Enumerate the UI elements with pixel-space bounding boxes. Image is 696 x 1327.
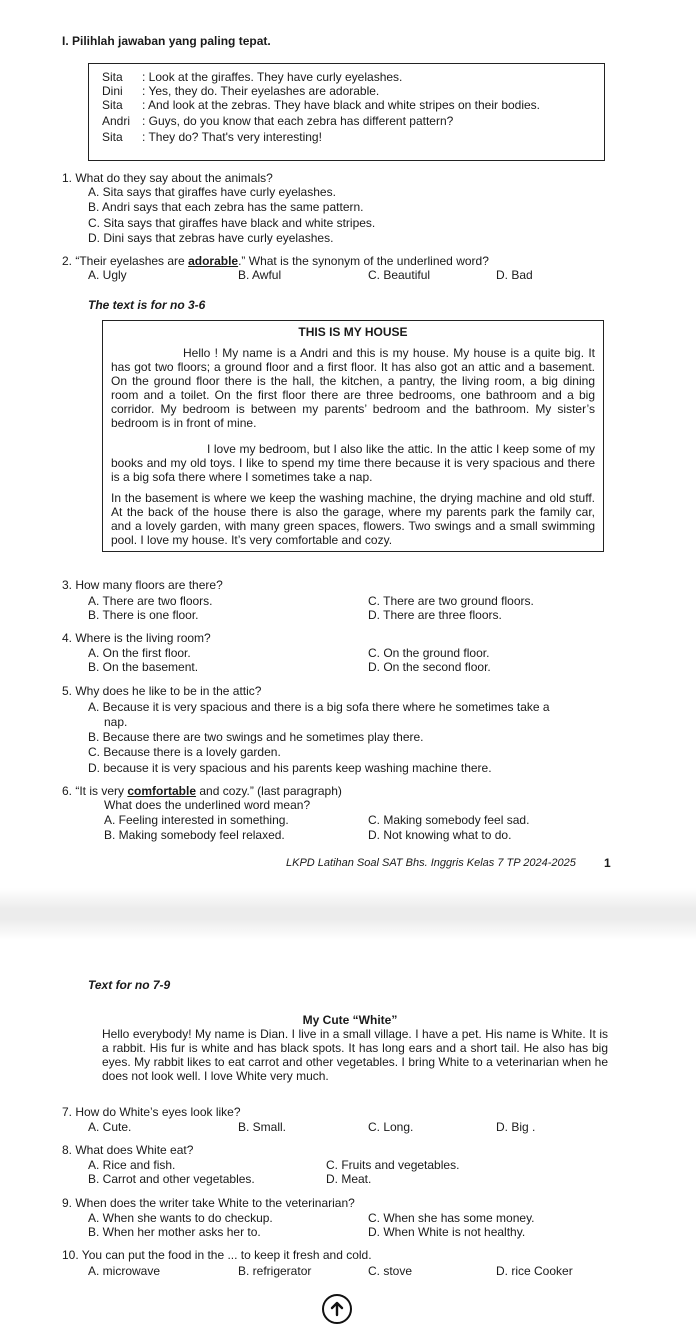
- q10-option-a[interactable]: A. microwave: [88, 1264, 161, 1278]
- question-9-stem: 9. When does the writer take White to the veterinarian?: [62, 1196, 355, 1210]
- line-text: : And look at the zebras. They have black and white stripes on their bodies.: [142, 98, 541, 112]
- q7-option-d[interactable]: D. Big .: [496, 1120, 536, 1134]
- arrow-up-icon: [324, 1296, 350, 1322]
- q10-option-d[interactable]: D. rice Cooker: [496, 1264, 573, 1278]
- passage-title: THIS IS MY HOUSE: [298, 325, 408, 339]
- question-3-stem: 3. How many floors are there?: [62, 578, 223, 592]
- passage-paragraph-1: Hello ! My name is a Andri and this is my house. My house is a quite big. It has got two floors; a ground floor and a first floor. It has also got an attic and a basement. On the ground floor there is the hall, the kitchen, a pantry, the living room, a big dining room and a toilet. On the first floor there are three bedrooms, one bathroom and a big corridor. My bedroom is between my parents’ bedroom and the bathroom. My sister’s bedroom is in front of mine.: [111, 346, 595, 430]
- q10-option-c[interactable]: C. stove: [368, 1264, 413, 1278]
- section-heading: I. Pilihlah jawaban yang paling tepat.: [62, 34, 271, 48]
- underlined-word: comfortable: [127, 784, 197, 798]
- page-footer: LKPD Latihan Soal SAT Bhs. Inggris Kelas 7 TP 2024-2025: [286, 857, 576, 869]
- q4-option-d[interactable]: D. On the second floor.: [368, 660, 491, 674]
- q9-option-a[interactable]: A. When she wants to do checkup.: [88, 1211, 273, 1225]
- speaker: Dini: [102, 84, 123, 98]
- question-1-stem: 1. What do they say about the animals?: [62, 171, 273, 185]
- speaker: Sita: [102, 130, 123, 144]
- stem-text: 6. “It is very: [62, 784, 128, 798]
- passage-title: My Cute “White”: [302, 1013, 398, 1027]
- stem-text: 2. “Their eyelashes are: [62, 254, 189, 268]
- q8-option-d[interactable]: D. Meat.: [326, 1172, 372, 1186]
- question-5-stem: 5. Why does he like to be in the attic?: [62, 684, 262, 698]
- q1-option-a[interactable]: A. Sita says that giraffes have curly eyelashes.: [88, 185, 336, 199]
- q1-option-c[interactable]: C. Sita says that giraffes have black and white stripes.: [88, 216, 376, 230]
- question-10-stem: 10. You can put the food in the ... to keep it fresh and cold.: [62, 1248, 372, 1262]
- q6-option-b[interactable]: B. Making somebody feel relaxed.: [104, 828, 285, 842]
- passage-paragraph-3: In the basement is where we keep the washing machine, the drying machine and old stuff. At the back of the house there is also the garage, where my parents park the family car, and a lovely garden, with many green spaces, flowers. Two swings and a small swimming pool. I love my house. It’s very comfortable and cozy.: [111, 491, 595, 547]
- q7-option-c[interactable]: C. Long.: [368, 1120, 414, 1134]
- q9-option-c[interactable]: C. When she has some money.: [368, 1211, 535, 1225]
- q3-option-a[interactable]: A. There are two floors.: [88, 594, 213, 608]
- q8-option-c[interactable]: C. Fruits and vegetables.: [326, 1158, 460, 1172]
- reading-text-label: The text is for no 3-6: [88, 298, 206, 312]
- q4-option-a[interactable]: A. On the first floor.: [88, 646, 191, 660]
- question-4-stem: 4. Where is the living room?: [62, 631, 211, 645]
- dialogue-box: [88, 63, 605, 161]
- speaker: Sita: [102, 70, 123, 84]
- question-6-stem: [62, 784, 342, 798]
- document-page-2: [0, 940, 696, 1318]
- q1-option-d[interactable]: D. Dini says that zebras have curly eyelashes.: [88, 231, 334, 245]
- line-text: : They do? That's very interesting!: [142, 130, 322, 144]
- q5-option-c[interactable]: C. Because there is a lovely garden.: [88, 745, 281, 759]
- q3-option-d[interactable]: D. There are three floors.: [368, 608, 502, 622]
- reading-passage-box: [102, 320, 604, 552]
- q4-option-b[interactable]: B. On the basement.: [88, 660, 199, 674]
- reading-text-label: Text for no 7-9: [88, 978, 171, 992]
- q9-option-d[interactable]: D. When White is not healthy.: [368, 1225, 526, 1239]
- q8-option-a[interactable]: A. Rice and fish.: [88, 1158, 176, 1172]
- passage-paragraph: Hello everybody! My name is Dian. I live in a small village. I have a pet. His name is White. It is a rabbit. His fur is white and has black spots. It has long ears and a short tail. He also has big eyes. My rabbit likes to eat carrot and other vegetables. I bring White to a veterinarian when he does not look well. I love White very much.: [102, 1027, 608, 1083]
- line-text: : Guys, do you know that each zebra has different pattern?: [142, 114, 454, 128]
- q3-option-b[interactable]: B. There is one floor.: [88, 608, 199, 622]
- line-text: : Look at the giraffes. They have curly eyelashes.: [142, 70, 403, 84]
- q5-option-b[interactable]: B. Because there are two swings and he sometimes play there.: [88, 730, 424, 744]
- q5-option-d[interactable]: D. because it is very spacious and his parents keep washing machine there.: [88, 761, 492, 775]
- q6-option-d[interactable]: D. Not knowing what to do.: [368, 828, 512, 842]
- q3-option-c[interactable]: C. There are two ground floors.: [368, 594, 534, 608]
- line-text: : Yes, they do. Their eyelashes are adorable.: [142, 84, 380, 98]
- q5-option-a-cont[interactable]: nap.: [104, 715, 128, 729]
- q2-option-d[interactable]: D. Bad: [496, 268, 533, 282]
- stem-text: .” What is the synonym of the underlined word?: [238, 254, 489, 268]
- question-8-stem: 8. What does White eat?: [62, 1143, 194, 1157]
- q6-option-a[interactable]: A. Feeling interested in something.: [104, 813, 289, 827]
- speaker: Andri: [102, 114, 131, 128]
- q2-option-a[interactable]: A. Ugly: [88, 268, 127, 282]
- question-6-subquestion: What does the underlined word mean?: [104, 798, 311, 812]
- question-7-stem: 7. How do White’s eyes look like?: [62, 1105, 241, 1119]
- q4-option-c[interactable]: C. On the ground floor.: [368, 646, 490, 660]
- passage-paragraph-2: I love my bedroom, but I also like the attic. In the attic I keep some of my books and my old toys. I like to spend my time there because it is very spacious and there is a big sofa there where I sometimes take a nap.: [111, 442, 595, 484]
- scroll-to-top-button[interactable]: [322, 1294, 352, 1324]
- stem-text: and cozy.” (last paragraph): [196, 784, 342, 798]
- page-separator: [0, 888, 696, 940]
- q6-option-c[interactable]: C. Making somebody feel sad.: [368, 813, 530, 827]
- underlined-word: adorable: [188, 254, 239, 268]
- speaker: Sita: [102, 98, 123, 112]
- q9-option-b[interactable]: B. When her mother asks her to.: [88, 1225, 261, 1239]
- q5-option-a[interactable]: A. Because it is very spacious and there is a big sofa there where he sometimes take a: [88, 700, 550, 714]
- q1-option-b[interactable]: B. Andri says that each zebra has the same pattern.: [88, 200, 364, 214]
- q7-option-a[interactable]: A. Cute.: [88, 1120, 132, 1134]
- page-number: 1: [604, 856, 611, 870]
- question-2-stem: [62, 254, 489, 268]
- q2-option-b[interactable]: B. Awful: [238, 268, 282, 282]
- q7-option-b[interactable]: B. Small.: [238, 1120, 287, 1134]
- q10-option-b[interactable]: B. refrigerator: [238, 1264, 312, 1278]
- q8-option-b[interactable]: B. Carrot and other vegetables.: [88, 1172, 255, 1186]
- q2-option-c[interactable]: C. Beautiful: [368, 268, 431, 282]
